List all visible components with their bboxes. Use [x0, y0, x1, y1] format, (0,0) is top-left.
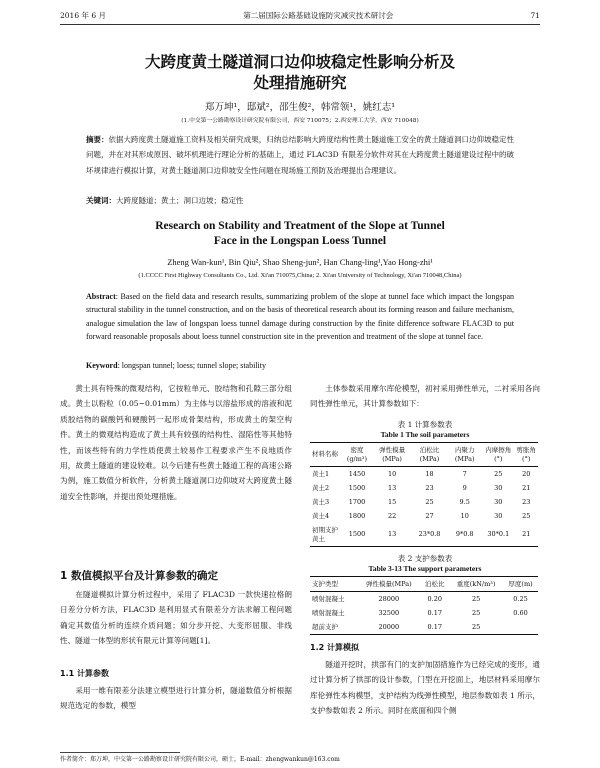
- subsection-1-1-paragraph: 采用一维有限差分法建立模型进行计算分析，隧道数值分析根据规范选定的参数，模型: [60, 686, 292, 711]
- section-1-heading: 1 数值模拟平台及计算参数的确定: [60, 570, 218, 582]
- table-cell: 22: [387, 511, 397, 520]
- table-1-header: 剪胀角(°): [516, 445, 536, 463]
- table-2-header: 泊松比: [425, 579, 445, 588]
- soil-parameters-table: [310, 442, 538, 547]
- table-cell: 黄土1: [312, 469, 330, 478]
- table-row: [310, 523, 538, 547]
- table-2-caption-en: Table 3-13 The support parameters: [368, 564, 482, 573]
- table-cell: 0.17: [427, 622, 443, 631]
- english-affiliation: (1.CCCC First Highway Consultants Co., Ltd. Xi'an 710075,China; 2. Xi'an University of Technology, Xi'an 710048,China): [138, 272, 462, 279]
- table-cell: [503, 620, 538, 635]
- running-header: [60, 9, 540, 21]
- table-1-caption-en: Table 1 The soil parameters: [380, 430, 470, 439]
- table-cell: 10: [460, 511, 469, 520]
- section-1-paragraph: 在隧道模拟计算分析过程中，采用了 FLAC3D 一款快速拉格朗日差分分析方法，FLAC3D 是利用显式有限差分方法求解工程问题确定其数值分析的连续介质问题；如分步开挖、大变形屈服、非线性、隧道一体型的形状有限元计算等问题[1]。: [60, 590, 292, 646]
- table-cell: 黄土4: [312, 511, 330, 520]
- table-cell: 0.17: [427, 608, 443, 617]
- table-row: [310, 620, 538, 635]
- table-cell: 18: [425, 469, 434, 478]
- table-row: [310, 606, 538, 620]
- table-cell: 30: [494, 483, 503, 492]
- parameters-intro-paragraph: 土体参数采用摩尔库伦模型，初衬采用弹性单元，二衬采用各向同性弹性单元，其计算参数如下：: [310, 384, 540, 409]
- table-cell: 27: [425, 511, 434, 520]
- table-cell: 喷射混凝土: [312, 608, 345, 617]
- chinese-keywords: [86, 195, 514, 206]
- subsection-1-1-heading: 1.1 计算参数: [60, 669, 109, 678]
- chinese-title: [60, 52, 540, 94]
- table-1-header: 材料名称: [312, 450, 338, 458]
- table-cell: 23: [522, 497, 531, 506]
- table-cell: 25: [471, 594, 481, 603]
- chinese-title-line1: 大跨度黄土隧道洞口边仰坡稳定性影响分析及: [144, 53, 455, 71]
- table-2-caption-cn: 表 2 支护参数表: [397, 554, 453, 563]
- table-cell: 15: [387, 497, 397, 506]
- table-cell: 10: [387, 469, 397, 478]
- chinese-keywords-label: 关键词：: [86, 196, 116, 205]
- table-2-header: 支护类型: [312, 579, 338, 588]
- header-rule: [60, 24, 540, 25]
- table-cell: 25: [471, 608, 481, 617]
- table-2-header: 厚度(m): [508, 579, 533, 588]
- table-cell: 32500: [378, 608, 400, 617]
- right-column: [310, 381, 540, 735]
- table-cell: 21: [522, 530, 531, 538]
- table-cell: 7: [462, 469, 467, 478]
- chinese-keywords-text: 大跨度隧道；黄土；洞口边坡；稳定性: [116, 196, 244, 205]
- table-cell: 13: [387, 483, 397, 492]
- table-cell: 黄土2: [312, 483, 330, 492]
- table-cell: 28000: [378, 594, 400, 603]
- intro-paragraph: 黄土具有特殊的微观结构，它按粒单元、胶结物和孔隙三部分组成。黄土以粉粒（0.05~0.01mm）为主体与以溶盐形成的溶液和泥质胶结物的碳酸钙和硬酸钙一起形成骨架结构，形成黄土的架空构件。黄土的微观结构造成了黄土具有较强的结构性、湿陷性等其他特性，而该些特有的力学性质使黄土较易作工程要求产生不良地质作用，故黄土隧道的建设较难。以今后建有些黄土隧道工程的高速公路为例，施工数值分析软件，分析黄土隧道洞口边仰坡对大跨度黄土隧道安全性影响，并提出预处理措施。: [60, 384, 292, 501]
- table-1-header: 泊松比(MPa): [419, 445, 440, 463]
- english-keywords-label: Keyword: [86, 361, 118, 370]
- table-cell: 21: [522, 483, 531, 492]
- chinese-abstract-label: 摘要：: [86, 135, 109, 144]
- table-1-caption-cn: 表 1 计算参数表: [397, 420, 453, 429]
- header-page-number: 71: [530, 10, 540, 20]
- table-cell: 喷射混凝土: [312, 594, 345, 603]
- english-title: [60, 219, 540, 249]
- english-title-line1: Research on Stability and Treatment of the Slope at Tunnel: [155, 220, 445, 232]
- table-cell: 25: [522, 511, 531, 520]
- table-row: [310, 495, 538, 509]
- table-row: [310, 467, 538, 482]
- table-1-header: 密度(g/m³): [346, 445, 368, 463]
- table-1-header: 弹性模量(MPa): [379, 445, 406, 463]
- table-cell: 9*0.8: [455, 530, 474, 538]
- table-2-header: 弹性模量(MPa): [365, 579, 412, 588]
- table-cell: 9.5: [459, 497, 470, 506]
- table-cell: 30: [494, 497, 503, 506]
- english-abstract: [86, 290, 514, 358]
- table-1-header: 内摩擦角(°): [485, 445, 512, 463]
- table-cell: 0.20: [427, 594, 443, 603]
- table-cell: 9: [462, 483, 467, 492]
- table-cell: 20: [522, 469, 531, 478]
- table-cell: 23*0.8: [418, 530, 441, 538]
- subsection-1-2-paragraph: 隧道开挖时，拱部有门的支护加固措施作为已经完成的变形，通过计算分析了拱部的设计参数，门型在开挖面上，地层材料采用摩尔库伦弹性本构模型，支护结构为线弹性模型，地层参数如表 1 所示，支护参数如表 2 所示。同时在底面和四个侧: [310, 660, 540, 716]
- table-cell: 0.60: [513, 608, 528, 617]
- table-cell: 25: [471, 622, 481, 631]
- table-cell: 30: [494, 511, 503, 520]
- table-1-header-row: [310, 443, 538, 467]
- table-1-header: 内聚力(MPa): [454, 445, 475, 463]
- english-abstract-label: Abstract: [86, 292, 116, 301]
- english-keywords-text: : longspan tunnel; loess; tunnel slope; stability: [117, 361, 266, 370]
- table-row: [310, 509, 538, 523]
- table-cell: 黄土3: [312, 497, 330, 506]
- table-cell: 初期支护黄土: [312, 525, 338, 543]
- chinese-abstract-text: 依据大跨度黄土隧道施工资料及相关研究成果，归纳总结影响大跨度结构性黄土隧道施工安全的黄土隧道洞口边仰坡稳定性问题，并在对其形成原因、破坏机理进行理论分析的基础上，通过 FLAC3D 有限差分软件对其在大跨度黄土隧道建设过程中的破坏规律进行模拟计算，对黄土隧道洞口边仰坡安全性问题在现场施工预防及治理提出合理建议。: [86, 135, 514, 175]
- chinese-authors: 郑万坤¹，邸斌²，邵生俊²，韩常领¹，姚红志¹: [204, 102, 396, 113]
- english-title-line2: Face in the Longspan Loess Tunnel: [213, 235, 387, 247]
- table-cell: 1500: [348, 483, 366, 492]
- chinese-abstract: [86, 132, 514, 194]
- table-cell: 1450: [348, 469, 366, 478]
- author-footnote: 作者简介：郑万坤，中交第一公路勘察设计研究院有限公司，硕士，E-mail：zhengwankun@163.com: [60, 756, 340, 763]
- chinese-affiliation: (1.中交第一公路勘察设计研究院有限公司，西安 710075；2.西安理工大学，西安 710048): [181, 118, 419, 124]
- table-2-header: 重度(kN/m³): [456, 579, 496, 588]
- table-row: [310, 481, 538, 495]
- table-cell: 20000: [378, 622, 400, 631]
- table-cell: 13: [387, 530, 397, 538]
- subsection-1-2-heading: 1.2 计算模拟: [310, 643, 359, 652]
- english-authors: Zheng Wan-kun¹, Bin Qiu², Shao Sheng-jun², Han Chang-ling¹,Yao Hong-zhi¹: [167, 257, 433, 267]
- table-cell: 0.25: [513, 594, 528, 603]
- footnote-rule: [60, 752, 180, 753]
- table-cell: 30*0.1: [487, 530, 510, 538]
- left-column: [60, 381, 292, 714]
- table-cell: 1700: [348, 497, 366, 506]
- header-date: 2016 年 6 月: [60, 10, 107, 20]
- table-2-header-row: [310, 577, 538, 592]
- chinese-title-line2: 处理措施研究: [253, 74, 347, 92]
- table-cell: 1800: [348, 511, 366, 520]
- header-conference: 第二届国际公路基础设施防灾减灾技术研讨会: [243, 10, 394, 20]
- table-row: [310, 592, 538, 607]
- table-cell: 25: [494, 469, 503, 478]
- english-keywords: [86, 361, 514, 370]
- table-cell: 25: [425, 497, 434, 506]
- english-abstract-text: : Based on the field data and research results, summarizing problem of the slope at tunnel face which impact the longspan structural stability in the tunnel construction, and on the basis of theoretical research about its forming reason and failure mechanism, analogue simulation the law of longspan loess tunnel damage during construction by the finite difference software FLAC3D to put forward reasonable proposals about loess tunnel construction site in the prevention and treatment of the slope at tunnel face.: [86, 292, 514, 341]
- table-cell: 23: [425, 483, 434, 492]
- support-parameters-table: [310, 576, 538, 635]
- table-cell: 1500: [348, 530, 366, 538]
- table-cell: 超前支护: [312, 622, 338, 631]
